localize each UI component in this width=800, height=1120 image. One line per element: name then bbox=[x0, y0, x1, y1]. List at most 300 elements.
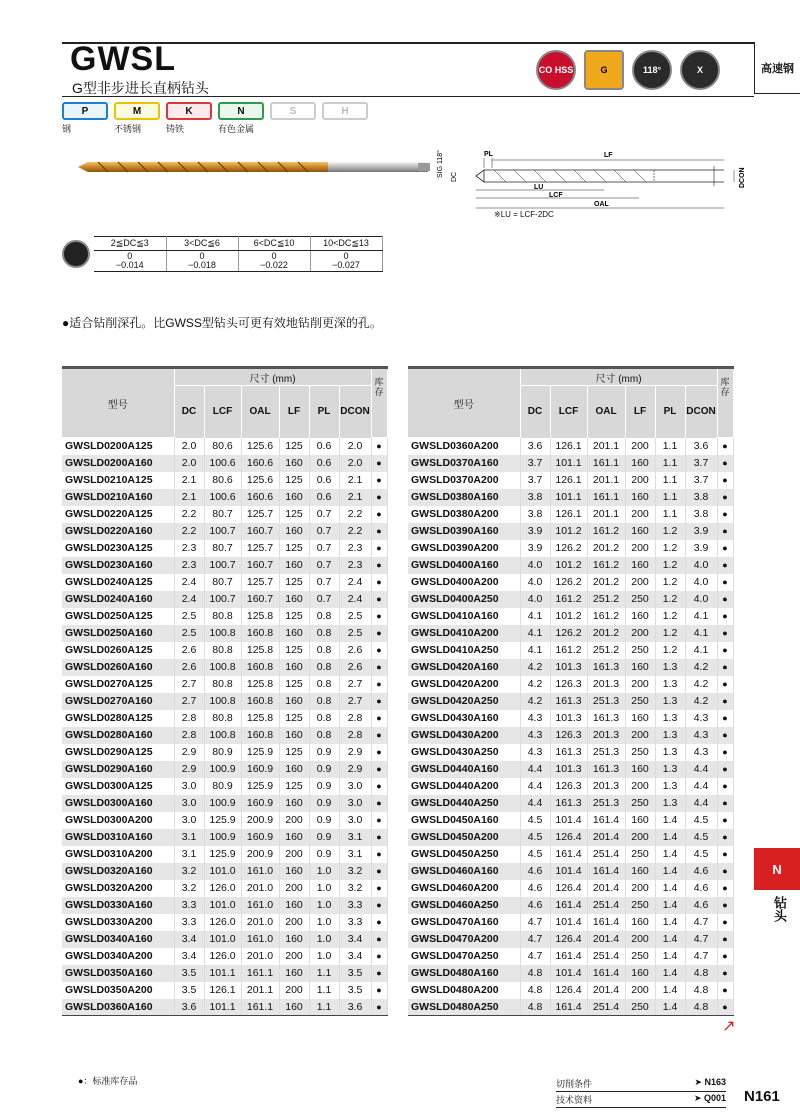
stock-cell: ● bbox=[717, 829, 733, 846]
model-cell: GWSLD0420A250 bbox=[408, 693, 520, 710]
dim-cell: 4.2 bbox=[685, 659, 717, 676]
stock-cell: ● bbox=[371, 608, 387, 625]
table-row bbox=[408, 914, 733, 931]
dim-cell: 80.9 bbox=[204, 744, 241, 761]
dim-cell: 125.8 bbox=[241, 710, 279, 727]
dim-cell: 3.3 bbox=[339, 897, 371, 914]
dim-cell: 101.3 bbox=[550, 761, 587, 778]
dim-cell: 125 bbox=[279, 472, 309, 489]
table-row bbox=[408, 591, 733, 608]
dim-cell: 0.8 bbox=[309, 693, 339, 710]
stock-cell: ● bbox=[717, 591, 733, 608]
dim-cell: 126.0 bbox=[204, 914, 241, 931]
stock-cell: ● bbox=[371, 693, 387, 710]
dim-cell: 2.5 bbox=[174, 608, 204, 625]
stock-cell: ● bbox=[371, 557, 387, 574]
dim-cell: 4.5 bbox=[520, 829, 550, 846]
dim-cell: 200 bbox=[625, 438, 655, 455]
stock-cell: ● bbox=[717, 880, 733, 897]
stock-cell: ● bbox=[371, 574, 387, 591]
stock-cell: ● bbox=[717, 965, 733, 982]
dim-cell: 3.5 bbox=[339, 965, 371, 982]
table-row bbox=[62, 897, 387, 914]
material-m: M 不锈钢 bbox=[114, 102, 160, 135]
dim-cell: 4.8 bbox=[520, 965, 550, 982]
dim-cell: 1.4 bbox=[655, 812, 685, 829]
dim-cell: 2.7 bbox=[174, 676, 204, 693]
table-row bbox=[62, 965, 387, 982]
page-number: N161 bbox=[744, 1088, 780, 1105]
table-row bbox=[62, 744, 387, 761]
stock-cell: ● bbox=[371, 931, 387, 948]
table-row bbox=[62, 676, 387, 693]
dim-cell: 126.1 bbox=[204, 982, 241, 999]
dim-cell: 160 bbox=[279, 727, 309, 744]
dim-cell: 1.1 bbox=[309, 982, 339, 999]
dim-cell: 3.2 bbox=[174, 863, 204, 880]
dim-cell: 3.0 bbox=[174, 812, 204, 829]
table-row bbox=[62, 846, 387, 863]
model-cell: GWSLD0320A200 bbox=[62, 880, 174, 897]
dim-cell: 101.1 bbox=[550, 489, 587, 506]
dim-cell: 2.5 bbox=[339, 625, 371, 642]
model-cell: GWSLD0300A160 bbox=[62, 795, 174, 812]
material-h: H bbox=[322, 102, 368, 135]
dim-cell: 101.3 bbox=[550, 659, 587, 676]
dim-cell: 101.2 bbox=[550, 608, 587, 625]
dim-cell: 1.2 bbox=[655, 642, 685, 659]
section-n-tab[interactable]: N bbox=[754, 848, 800, 890]
dim-cell: 2.8 bbox=[174, 727, 204, 744]
stock-cell: ● bbox=[717, 574, 733, 591]
dim-cell: 3.1 bbox=[339, 829, 371, 846]
model-cell: GWSLD0470A160 bbox=[408, 914, 520, 931]
dim-cell: 160 bbox=[279, 795, 309, 812]
tolerance-icon bbox=[62, 240, 90, 268]
dim-cell: 101.3 bbox=[550, 710, 587, 727]
cutting-conditions-link[interactable]: 切削条件 ➤ N163 bbox=[556, 1076, 726, 1092]
dim-cell: 0.7 bbox=[309, 540, 339, 557]
table-row bbox=[408, 625, 733, 642]
stock-cell: ● bbox=[717, 489, 733, 506]
dim-cell: 1.4 bbox=[655, 897, 685, 914]
dim-cell: 1.4 bbox=[655, 829, 685, 846]
model-cell: GWSLD0440A160 bbox=[408, 761, 520, 778]
dim-cell: 160 bbox=[279, 829, 309, 846]
stock-cell: ● bbox=[717, 557, 733, 574]
dim-cell: 201.3 bbox=[587, 727, 625, 744]
dim-cell: 251.3 bbox=[587, 744, 625, 761]
dim-cell: 3.7 bbox=[520, 455, 550, 472]
dim-cell: 3.8 bbox=[520, 489, 550, 506]
dim-cell: 3.6 bbox=[520, 438, 550, 455]
dim-cell: 100.6 bbox=[204, 489, 241, 506]
dim-cell: 3.5 bbox=[174, 965, 204, 982]
dim-cell: 160 bbox=[625, 710, 655, 727]
dim-cell: 1.4 bbox=[655, 948, 685, 965]
dim-cell: 0.9 bbox=[309, 778, 339, 795]
dim-cell: 161.1 bbox=[241, 999, 279, 1016]
dim-cell: 125.8 bbox=[241, 676, 279, 693]
dim-cell: 251.3 bbox=[587, 795, 625, 812]
stock-cell: ● bbox=[717, 642, 733, 659]
dim-cell: 1.0 bbox=[309, 880, 339, 897]
stock-cell: ● bbox=[717, 727, 733, 744]
dim-cell: 3.2 bbox=[339, 863, 371, 880]
dim-cell: 1.0 bbox=[309, 914, 339, 931]
model-cell: GWSLD0380A160 bbox=[408, 489, 520, 506]
dim-cell: 0.7 bbox=[309, 591, 339, 608]
dim-cell: 250 bbox=[625, 846, 655, 863]
page-subtitle: G型非步进长直柄钻头 bbox=[72, 80, 209, 96]
tolerance-table: 2≦DC≦3 3<DC≦6 6<DC≦10 10<DC≦13 0 −0.014 0 −0.018 0 −0.022 0 −0.027 bbox=[94, 236, 383, 272]
dim-cell: 2.3 bbox=[174, 540, 204, 557]
model-cell: GWSLD0350A200 bbox=[62, 982, 174, 999]
dim-cell: 3.0 bbox=[174, 778, 204, 795]
dim-cell: 160 bbox=[625, 608, 655, 625]
dim-cell: 201.2 bbox=[587, 625, 625, 642]
stock-legend: ●：标准库存品 bbox=[78, 1076, 138, 1086]
table-row bbox=[62, 642, 387, 659]
dim-cell: 250 bbox=[625, 948, 655, 965]
dim-cell: 125.9 bbox=[204, 846, 241, 863]
model-cell: GWSLD0230A125 bbox=[62, 540, 174, 557]
dim-cell: 161.4 bbox=[587, 812, 625, 829]
dim-cell: 1.4 bbox=[655, 880, 685, 897]
dim-cell: 4.0 bbox=[685, 557, 717, 574]
dim-cell: 0.8 bbox=[309, 625, 339, 642]
dim-cell: 101.0 bbox=[204, 897, 241, 914]
dim-cell: 160 bbox=[279, 455, 309, 472]
model-cell: GWSLD0330A200 bbox=[62, 914, 174, 931]
dim-cell: 100.6 bbox=[204, 455, 241, 472]
dim-cell: 2.0 bbox=[339, 438, 371, 455]
dim-cell: 2.7 bbox=[339, 693, 371, 710]
dim-cell: 3.6 bbox=[685, 438, 717, 455]
dim-cell: 101.1 bbox=[550, 455, 587, 472]
dim-cell: 80.8 bbox=[204, 642, 241, 659]
dim-cell: 2.9 bbox=[174, 761, 204, 778]
model-cell: GWSLD0420A200 bbox=[408, 676, 520, 693]
dim-cell: 160 bbox=[625, 761, 655, 778]
model-cell: GWSLD0470A200 bbox=[408, 931, 520, 948]
table-row bbox=[408, 472, 733, 489]
dim-cell: 4.1 bbox=[520, 642, 550, 659]
table-row bbox=[408, 540, 733, 557]
dim-cell: 1.4 bbox=[655, 846, 685, 863]
dim-cell: 4.8 bbox=[685, 999, 717, 1016]
dim-cell: 2.7 bbox=[339, 676, 371, 693]
stock-cell: ● bbox=[717, 438, 733, 455]
dim-cell: 2.6 bbox=[174, 642, 204, 659]
dim-cell: 160 bbox=[279, 693, 309, 710]
dim-cell: 100.8 bbox=[204, 693, 241, 710]
table-row bbox=[62, 625, 387, 642]
page-title: GWSL bbox=[70, 40, 176, 78]
dim-cell: 160.7 bbox=[241, 557, 279, 574]
table-row bbox=[408, 489, 733, 506]
table-row bbox=[62, 778, 387, 795]
dim-cell: 1.1 bbox=[655, 472, 685, 489]
dim-cell: 3.9 bbox=[685, 523, 717, 540]
model-cell: GWSLD0240A160 bbox=[62, 591, 174, 608]
dim-cell: 0.6 bbox=[309, 438, 339, 455]
dim-cell: 160 bbox=[279, 897, 309, 914]
model-cell: GWSLD0250A160 bbox=[62, 625, 174, 642]
dim-cell: 2.2 bbox=[174, 523, 204, 540]
dim-cell: 4.5 bbox=[520, 846, 550, 863]
dim-cell: 2.1 bbox=[174, 489, 204, 506]
dim-cell: 160.9 bbox=[241, 795, 279, 812]
stock-cell: ● bbox=[371, 982, 387, 999]
section-n-label: 钻头 bbox=[772, 896, 787, 922]
stock-cell: ● bbox=[717, 693, 733, 710]
dim-cell: 201.1 bbox=[587, 438, 625, 455]
stock-cell: ● bbox=[371, 591, 387, 608]
model-cell: GWSLD0460A250 bbox=[408, 897, 520, 914]
lu-label: LU bbox=[534, 184, 544, 191]
dim-cell: 161.2 bbox=[587, 523, 625, 540]
table-row bbox=[408, 965, 733, 982]
dim-cell: 161.0 bbox=[241, 863, 279, 880]
table-row bbox=[62, 710, 387, 727]
dim-cell: 4.1 bbox=[520, 608, 550, 625]
technical-data-link[interactable]: 技术资料 ➤ Q001 bbox=[556, 1092, 726, 1108]
dim-cell: 3.1 bbox=[174, 829, 204, 846]
dim-cell: 2.9 bbox=[339, 761, 371, 778]
model-cell: GWSLD0470A250 bbox=[408, 948, 520, 965]
dim-cell: 4.7 bbox=[685, 931, 717, 948]
dim-cell: 251.4 bbox=[587, 897, 625, 914]
dim-cell: 3.7 bbox=[685, 455, 717, 472]
table-row bbox=[62, 659, 387, 676]
dim-cell: 125 bbox=[279, 438, 309, 455]
dim-cell: 1.3 bbox=[655, 795, 685, 812]
point-angle-icon: 118° bbox=[632, 50, 672, 90]
dim-cell: 160 bbox=[279, 761, 309, 778]
material-p: P 钢 bbox=[62, 102, 108, 135]
dim-cell: 100.7 bbox=[204, 523, 241, 540]
dim-cell: 200 bbox=[625, 880, 655, 897]
table-row bbox=[62, 948, 387, 965]
dim-cell: 125 bbox=[279, 744, 309, 761]
dim-cell: 126.4 bbox=[550, 982, 587, 999]
dim-cell: 125 bbox=[279, 574, 309, 591]
dim-cell: 200 bbox=[279, 914, 309, 931]
dim-cell: 1.3 bbox=[655, 727, 685, 744]
dim-cell: 0.6 bbox=[309, 489, 339, 506]
dim-cell: 4.6 bbox=[685, 897, 717, 914]
model-cell: GWSLD0340A200 bbox=[62, 948, 174, 965]
model-cell: GWSLD0210A125 bbox=[62, 472, 174, 489]
dim-cell: 2.7 bbox=[174, 693, 204, 710]
dim-cell: 2.3 bbox=[174, 557, 204, 574]
dim-cell: 160 bbox=[279, 659, 309, 676]
dim-cell: 4.2 bbox=[520, 693, 550, 710]
stock-cell: ● bbox=[371, 965, 387, 982]
stock-cell: ● bbox=[371, 778, 387, 795]
model-cell: GWSLD0460A200 bbox=[408, 880, 520, 897]
table-row bbox=[408, 455, 733, 472]
dim-cell: 126.3 bbox=[550, 676, 587, 693]
material-s: S bbox=[270, 102, 316, 135]
table-row bbox=[408, 557, 733, 574]
model-cell: GWSLD0270A160 bbox=[62, 693, 174, 710]
dim-cell: 161.0 bbox=[241, 931, 279, 948]
dim-cell: 250 bbox=[625, 795, 655, 812]
dim-cell: 4.7 bbox=[685, 948, 717, 965]
material-groups bbox=[62, 102, 368, 135]
dim-cell: 161.4 bbox=[587, 914, 625, 931]
dim-cell: 160 bbox=[279, 999, 309, 1016]
dim-cell: 4.7 bbox=[685, 914, 717, 931]
dim-cell: 80.8 bbox=[204, 676, 241, 693]
stock-cell: ● bbox=[371, 642, 387, 659]
dim-cell: 200 bbox=[279, 982, 309, 999]
stock-cell: ● bbox=[371, 829, 387, 846]
table-row bbox=[408, 710, 733, 727]
dim-cell: 2.3 bbox=[339, 540, 371, 557]
dim-cell: 160 bbox=[279, 931, 309, 948]
dim-cell: 160 bbox=[625, 523, 655, 540]
dim-cell: 3.1 bbox=[174, 846, 204, 863]
dim-cell: 160 bbox=[625, 455, 655, 472]
dim-cell: 125.9 bbox=[241, 778, 279, 795]
dim-cell: 200 bbox=[625, 472, 655, 489]
dim-cell: 4.0 bbox=[685, 574, 717, 591]
table-row bbox=[408, 863, 733, 880]
dim-cell: 201.4 bbox=[587, 880, 625, 897]
category-tab: 高速钢 bbox=[754, 42, 800, 94]
dim-cell: 2.4 bbox=[339, 591, 371, 608]
co-hss-icon: CO HSS bbox=[536, 50, 576, 90]
dim-cell: 2.1 bbox=[174, 472, 204, 489]
stock-cell: ● bbox=[717, 710, 733, 727]
dim-cell: 4.0 bbox=[520, 557, 550, 574]
dim-cell: 0.7 bbox=[309, 506, 339, 523]
model-cell: GWSLD0280A125 bbox=[62, 710, 174, 727]
dim-cell: 200 bbox=[625, 982, 655, 999]
dim-cell: 0.7 bbox=[309, 523, 339, 540]
table-row bbox=[62, 761, 387, 778]
dim-cell: 4.3 bbox=[520, 727, 550, 744]
model-cell: GWSLD0430A250 bbox=[408, 744, 520, 761]
model-cell: GWSLD0420A160 bbox=[408, 659, 520, 676]
stock-cell: ● bbox=[717, 897, 733, 914]
dim-cell: 2.5 bbox=[339, 608, 371, 625]
dim-cell: 4.4 bbox=[685, 761, 717, 778]
model-cell: GWSLD0230A160 bbox=[62, 557, 174, 574]
table-row bbox=[408, 846, 733, 863]
dim-cell: 160 bbox=[625, 812, 655, 829]
dim-cell: 160 bbox=[279, 863, 309, 880]
dim-cell: 2.3 bbox=[339, 557, 371, 574]
dim-cell: 200 bbox=[625, 625, 655, 642]
dim-cell: 0.6 bbox=[309, 472, 339, 489]
dim-cell: 160.6 bbox=[241, 455, 279, 472]
stock-cell: ● bbox=[371, 523, 387, 540]
dim-cell: 1.0 bbox=[309, 931, 339, 948]
table-row bbox=[408, 693, 733, 710]
model-cell: GWSLD0450A200 bbox=[408, 829, 520, 846]
dim-cell: 4.8 bbox=[685, 965, 717, 982]
dim-cell: 0.8 bbox=[309, 659, 339, 676]
table-row bbox=[62, 795, 387, 812]
product-table-left: 型号 尺寸 (mm) 库存 DC LCF OAL LF PL DCON GWSLD0200A125 2.0 80.6 125.6 125 0.6 2.0 ● GWSLD0200A160 2.0 100.6 160.6 160 0.6 2.0 ● GWSLD0210A125 2.1 80.6 125.6 125 0.6 2.1 ● GWSLD0210A160 2.1 100.6 160.6 160 0.6 2.1 ● GWSLD0220A125 2.2 80.7 125.7 125 0.7 2.2 ● GWSLD0220A160 2.2 100.7 160.7 160 0.7 2.2 ● GWSLD0230A125 2.3 80.7 125.7 125 0.7 2.3 ● GWSLD0230A160 2.3 100.7 160.7 160 0.7 2.3 ● GWSLD0240A125 2.4 80.7 125.7 125 0.7 2.4 ● GWSLD0240A160 2.4 100.7 160.7 160 0.7 2.4 ● GWSLD0250A125 2.5 80.8 125.8 125 0.8 2.5 ● GWSLD0250A160 2.5 100.8 160.8 160 0.8 2.5 ● GWSLD0260A125 2.6 80.8 125.8 125 0.8 2.6 ● GWSLD0260A160 2.6 100.8 160.8 160 0.8 2.6 ● GWSLD0270A125 2.7 80.8 125.8 125 0.8 2.7 ● GWSLD0270A160 2.7 100.8 160.8 160 0.8 2.7 ● GWSLD0280A125 2.8 80.8 125.8 125 0.8 2.8 ● GWSLD0280A160 2.8 100.8 160.8 160 0.8 2.8 ● GWSLD0290A125 2.9 80.9 125.9 125 0.9 2.9 ● GWSLD0290A160 2.9 100.9 160.9 160 0.9 2.9 ● GWSLD0300A125 3.0 80.9 125.9 125 0.9 3.0 ● GWSLD0300A160 3.0 100.9 160.9 160 0.9 3.0 ● GWSLD0300A200 3.0 125.9 200.9 200 0.9 3.0 ● GWSLD0310A160 3.1 100.9 160.9 160 0.9 3.1 ● GWSLD0310A200 3.1 125.9 200.9 200 0.9 3.1 ● GWSLD0320A160 3.2 101.0 161.0 160 1.0 3.2 ● GWSLD0320A200 3.2 126.0 201.0 200 1.0 3.2 ● GWSLD0330A160 3.3 101.0 161.0 160 1.0 3.3 ● GWSLD0330A200 3.3 126.0 201.0 200 1.0 3.3 ● GWSLD0340A160 3.4 101.0 161.0 160 1.0 3.4 ● GWSLD0340A200 3.4 126.0 201.0 200 1.0 3.4 ● GWSLD0350A160 3.5 101.1 161.1 160 1.1 3.5 ● GWSLD0350A200 3.5 126.1 201.1 200 1.1 3.5 ● GWSLD0360A160 3.6 101.1 161.1 160 1.1 3.6 ● bbox=[62, 366, 388, 1016]
stock-header: 库存 bbox=[371, 368, 387, 438]
dim-cell: 0.7 bbox=[309, 574, 339, 591]
lu-note: ※LU = LCF-2DC bbox=[494, 210, 554, 219]
dim-cell: 101.1 bbox=[204, 999, 241, 1016]
dim-cell: 251.4 bbox=[587, 846, 625, 863]
dim-cell: 100.7 bbox=[204, 557, 241, 574]
dim-cell: 3.8 bbox=[685, 489, 717, 506]
stock-cell: ● bbox=[371, 472, 387, 489]
dim-cell: 2.4 bbox=[174, 574, 204, 591]
dim-cell: 161.2 bbox=[587, 608, 625, 625]
model-cell: GWSLD0210A160 bbox=[62, 489, 174, 506]
table-row bbox=[408, 948, 733, 965]
model-cell: GWSLD0410A200 bbox=[408, 625, 520, 642]
model-cell: GWSLD0460A160 bbox=[408, 863, 520, 880]
model-cell: GWSLD0370A160 bbox=[408, 455, 520, 472]
dim-cell: 200.9 bbox=[241, 812, 279, 829]
header-rule-bottom bbox=[62, 96, 754, 97]
table-row bbox=[408, 880, 733, 897]
stock-cell: ● bbox=[371, 727, 387, 744]
dim-cell: 0.6 bbox=[309, 455, 339, 472]
dim-cell: 200 bbox=[625, 676, 655, 693]
stock-cell: ● bbox=[371, 438, 387, 455]
dim-cell: 3.4 bbox=[174, 931, 204, 948]
dim-cell: 2.8 bbox=[174, 710, 204, 727]
model-cell: GWSLD0300A125 bbox=[62, 778, 174, 795]
dim-cell: 100.8 bbox=[204, 659, 241, 676]
stock-cell: ● bbox=[717, 540, 733, 557]
dim-cell: 160.7 bbox=[241, 591, 279, 608]
model-cell: GWSLD0380A200 bbox=[408, 506, 520, 523]
dim-cell: 1.1 bbox=[655, 489, 685, 506]
dim-cell: 1.4 bbox=[655, 931, 685, 948]
table-row bbox=[408, 523, 733, 540]
dim-cell: 100.9 bbox=[204, 829, 241, 846]
dc-label: DC bbox=[451, 171, 458, 182]
dim-cell: 1.4 bbox=[655, 863, 685, 880]
dim-cell: 0.8 bbox=[309, 710, 339, 727]
dim-cell: 4.4 bbox=[520, 795, 550, 812]
dim-cell: 1.4 bbox=[655, 965, 685, 982]
dim-cell: 2.9 bbox=[339, 744, 371, 761]
table-row bbox=[62, 863, 387, 880]
model-cell: GWSLD0220A160 bbox=[62, 523, 174, 540]
dim-cell: 200.9 bbox=[241, 846, 279, 863]
stock-cell: ● bbox=[717, 914, 733, 931]
dim-cell: 201.1 bbox=[587, 472, 625, 489]
model-cell: GWSLD0390A200 bbox=[408, 540, 520, 557]
model-header: 型号 bbox=[408, 368, 520, 438]
dim-cell: 3.8 bbox=[685, 506, 717, 523]
dim-cell: 1.1 bbox=[309, 965, 339, 982]
dim-cell: 160 bbox=[625, 659, 655, 676]
model-cell: GWSLD0480A160 bbox=[408, 965, 520, 982]
dim-cell: 4.0 bbox=[520, 591, 550, 608]
model-cell: GWSLD0270A125 bbox=[62, 676, 174, 693]
stock-cell: ● bbox=[371, 455, 387, 472]
dim-cell: 200 bbox=[279, 880, 309, 897]
dim-cell: 201.1 bbox=[587, 506, 625, 523]
table-row bbox=[408, 812, 733, 829]
sig-label: SIG 118° bbox=[437, 150, 444, 178]
